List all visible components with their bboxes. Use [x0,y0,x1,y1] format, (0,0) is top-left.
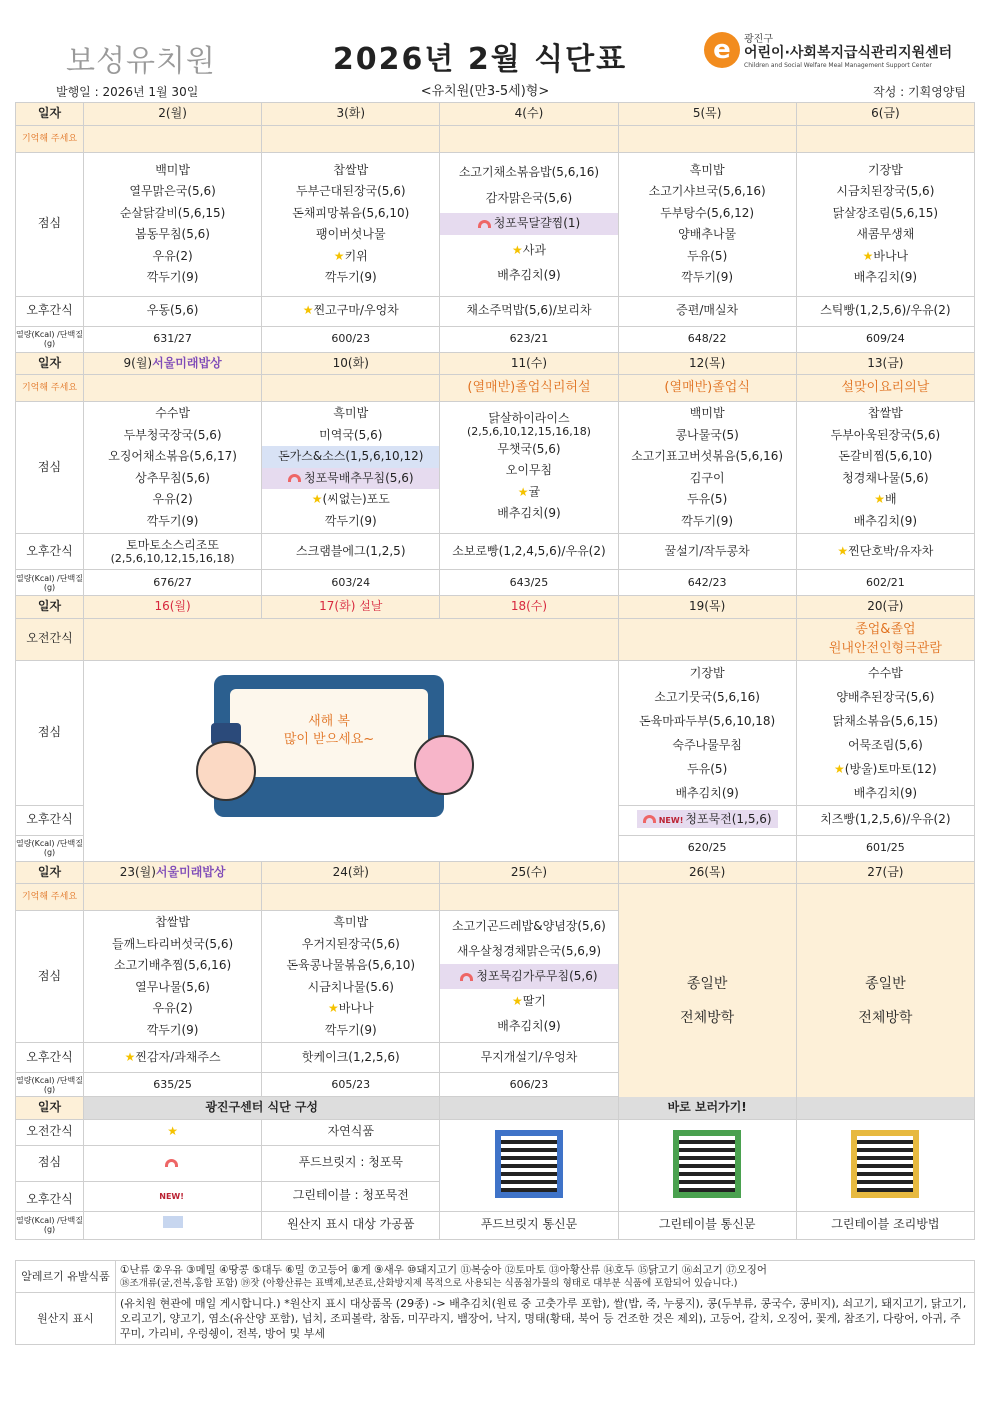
menu-item: 팽이버섯나물 [316,227,386,241]
menu-item: 돈가스&소스(1,5,6,10,12) [262,446,439,468]
menu-item: 열무나물(5,6) [135,979,210,994]
menu-item: 배 [884,492,897,506]
menu-item: 돈갈비찜(5,6,10) [838,449,933,463]
menu-item: 깍두기(9) [324,270,377,284]
menu-item: 우거지된장국(5,6) [301,936,400,951]
energy-cell: 602/21 [796,570,974,596]
week1-snack-row [16,296,975,326]
day-header: 25(수) [440,861,618,884]
event-cell: (열매반)졸업식 [618,375,796,402]
menu-item: 감자맑은국(5,6) [485,191,573,206]
allergy-text: ①난류 ②우유 ③메밀 ④땅콩 ⑤대두 ⑥밀 ⑦고등어 ⑧게 ⑨새우 ⑩돼지고기 ⑪복숭아 ⑫토마토 ⑬아황산류 ⑭호두 ⑮닭고기 ⑯쇠고기 ⑰오징어 ⑱조개류(굴,전복,홍합 포함) ⑲잣 (아황산류는 표백제,보존료,산화방지제 목적으로 사용되는 식품첨가물의 형태로 대부분 식품에 포함되어 있습니다.) [116,1261,975,1293]
menu-item: 깍두기(9) [324,1022,377,1037]
day-header: 16(월) [84,596,262,619]
day-header: 26(목) [618,861,796,884]
lunch-cell [84,402,262,534]
lunch-cell [262,152,440,296]
menu-item: 청포묵배추무침(5,6) [303,470,414,485]
lunch-cell [618,660,796,805]
qr-label: 푸드브릿지 통신문 [440,1211,618,1239]
menu-item: 바나나 [873,248,909,263]
menu-item: 소고기표고버섯볶음(5,6,16) [631,449,784,463]
center-logo [704,32,974,78]
logo-district: 광진구 [744,34,773,45]
lunch-cell [262,402,440,534]
menu-item: 소고기곤드레밥&양념장(5,6) [452,919,606,933]
menu-item: 들깨느타리버섯국(5,6) [112,936,234,951]
lunch-cell [440,152,618,296]
menu-item: 시금치나물(5.6) [307,979,394,994]
snack-label: 오후간식 [16,1043,84,1073]
legend-item: 자연식품 [262,1119,440,1145]
legend-item: 푸드브릿지 : 청포묵 [262,1145,440,1181]
qr-label: 그린테이블 조리방법 [796,1211,974,1239]
menu-item: (방울)토마토(12) [844,761,937,776]
menu-item: 깍두기(9) [146,270,199,284]
menu-item: 배추김치(9) [497,1019,561,1033]
quick-links-title: 바로 보러가기! [440,1097,975,1120]
menu-item: 흑미밥 [689,162,725,177]
week3-lunch-row [16,660,975,805]
date-label: 일자 [16,352,84,375]
menu-item: 닭살하이라이스 [488,410,570,425]
menu-item: 순살닭갈비(5,6,15) [119,205,226,220]
star-icon: ★ [328,1001,339,1015]
day-header: 3(화) [262,103,440,126]
week3-am-row [16,618,975,660]
menu-item: 기장밥 [867,162,903,177]
rainbow-icon [288,474,301,482]
lunch-label: 점심 [16,152,84,296]
menu-item: 새콤무생채 [856,227,915,241]
energy-cell: 623/21 [440,326,618,352]
menu-item: 흑미밥 [333,406,369,420]
lunch-cell [796,402,974,534]
energy-label: 열량(Kcal) /단백질(g) [16,570,84,596]
menu-item: 오징어채소볶음(5,6,17) [108,449,237,463]
energy-label: 열량(Kcal) /단백질(g) [16,1073,84,1097]
qr-code-icon[interactable] [673,1130,741,1198]
menu-item: (씨없는)포도 [322,492,390,506]
lunch-label: 점심 [16,402,84,534]
day-header: 11(수) [440,352,618,375]
snack-cell: ★찐감자/과채주스 [84,1043,262,1073]
lunch-label: 점심 [16,660,84,805]
star-icon: ★ [302,303,314,318]
week2-date-row [16,352,975,375]
snack-cell: 채소주먹밥(5,6)/보리차 [440,296,618,326]
snack-cell: 치즈빵(1,2,5,6)/우유(2) [796,805,974,835]
menu-item: 상추무침(5,6) [135,470,210,485]
origin-text: (유치원 현관에 매일 게시합니다.) *원산지 표시 대상품목 (29종) -> 배추김치(원료 중 고춧가루 포함), 쌀(밥, 죽, 누룽지), 콩(두부류, 콩국수, 콩비지), 쇠고기, 돼지고기, 닭고기, 오리고기, 양고기, 염소(유산양 포함), 넙치, 조피볼락, 참돔, 미꾸라지, 뱀장어, 낙지, 명태(황태, 북어 등 건조한 것은 제외), 고등어, 갈치, 오징어, 꽃게, 참조기, 다랑어, 아귀, 주꾸미, 가리비, 우렁쉥이, 전복, 방어 및 부세 [116,1293,975,1345]
week1-notice-row [16,125,975,152]
legend-row [16,1119,975,1145]
menu-item: 백미밥 [689,406,725,420]
processed-food-icon [163,1216,183,1228]
lunch-cell [84,152,262,296]
author: 작성 : 기획영양팀 [873,85,966,99]
event-cell: 설맞이요리의날 [796,375,974,402]
legend-title: 광진구센터 식단 구성 [84,1097,440,1120]
star-icon: ★ [333,248,345,263]
menu-item: 배추김치(9) [675,785,739,800]
lunch-cell [440,911,618,1043]
legend-row [16,1211,975,1239]
notice-label: 기억해 주세요 [16,884,84,911]
star-icon: ★ [874,492,885,506]
menu-item: 배추김치(9) [853,270,918,284]
menu-item: 소고기뭇국(5,6,16) [654,689,760,704]
qr-code-icon[interactable] [495,1130,563,1198]
menu-item: 청포묵달걀찜(1) [493,216,581,231]
week2-notice-row [16,375,975,402]
boy-character-icon [196,741,256,801]
snack-cell: 토마토소스리조또 (2,5,6,10,12,15,16,18) [84,534,262,570]
lunch-cell [618,152,796,296]
menu-item: 양배추된장국(5,6) [836,689,935,704]
menu-item: 배추김치(9) [497,506,561,520]
lunch-cell [440,402,618,534]
menu-item: 소고기배추찜(5,6,16) [114,958,232,972]
menu-item: 깍두기(9) [681,270,734,284]
lunch-cell [262,911,440,1043]
menu-item: 사과 [522,242,546,257]
week2-energy-row [16,570,975,596]
week1-energy-row [16,326,975,352]
energy-cell: 603/24 [262,570,440,596]
new-badge-icon: NEW! [658,815,684,825]
new-year-card: 새해 복 많이 받으세요~ [214,675,444,817]
menu-item: 우유(2) [152,248,193,263]
snack-cell: ★찐단호박/유자차 [796,534,974,570]
day-header: 19(목) [618,596,796,619]
day-header: 10(화) [262,352,440,375]
star-icon: ★ [517,484,529,499]
lunch-cell [796,152,974,296]
menu-item: 귤 [528,484,541,499]
star-icon: ★ [511,994,523,1008]
menu-item: 소고기샤브국(5,6,16) [648,184,766,198]
menu-item: 돈채피망볶음(5,6,10) [292,205,410,220]
menu-item: 어묵조림(5,6) [847,737,923,752]
date-label: 일자 [16,596,84,619]
issue-date: 발행일 : 2026년 1월 30일 [56,85,199,99]
menu-item: 백미밥 [155,162,190,177]
day-header: 9(월)서울미래밥상 [84,352,262,375]
menu-item: 소고기채소볶음밥(5,6,16) [458,164,600,179]
qr-label: 그린테이블 통신문 [618,1211,796,1239]
menu-item: 배추김치(9) [853,513,918,528]
day-header: 2(월) [84,103,262,126]
menu-item: 깍두기(9) [146,513,199,528]
energy-cell: 600/23 [262,326,440,352]
menu-item: 청경채나물(5,6) [842,470,929,485]
new-badge-icon: NEW! [159,1191,184,1201]
star-icon: ★ [311,492,323,506]
week1-date-row [16,103,975,126]
menu-item: 두유(5) [687,248,728,263]
day-header: 18(수) [440,596,618,619]
week4-date-row [16,861,975,884]
lunch-cell [84,911,262,1043]
energy-cell: 605/23 [262,1073,440,1097]
snack-label: 오후간식 [16,805,84,835]
menu-item: 키위 [344,248,368,263]
snack-cell: 우동(5,6) [84,296,262,326]
menu-item: 미역국(5,6) [319,427,383,442]
snack-label: 오후간식 [16,534,84,570]
qr-foodbridge[interactable] [440,1119,618,1211]
menu-item: 수수밥 [155,406,190,420]
school-name: 보성유치원 [66,44,216,79]
qr-greentable-recipe[interactable] [796,1119,974,1211]
lunch-cell [618,402,796,534]
rainbow-icon [643,815,656,823]
menu-item: 우유(2) [152,492,193,506]
menu-item: 찹쌀밥 [155,915,190,929]
legend-item: 원산지 표시 대상 가공품 [262,1211,440,1239]
logo-english: Children and Social Welfare Meal Management Support Center [744,62,932,69]
star-icon: ★ [834,761,845,776]
menu-item: 콩나물국(5) [675,427,739,442]
logo-name: 어린이·사회복지급식관리지원센터 [744,45,953,61]
menu-item: 두부청국장국(5,6) [123,427,222,442]
week4-notice-row [16,884,975,911]
menu-item: 새우살청경채맑은국(5,6,9) [456,944,602,958]
week2-snack-row [16,534,975,570]
menu-item: 두부탕수(5,6,12) [660,205,755,220]
star-icon: ★ [862,248,874,263]
energy-cell: 642/23 [618,570,796,596]
date-label: 일자 [16,861,84,884]
snack-cell: 소보로빵(1,2,4,5,6)/우유(2) [440,534,618,570]
menu-item: 열무맑은국(5,6) [129,184,216,198]
menu-table [15,102,975,1240]
notice-label: 기억해 주세요 [16,125,84,152]
menu-item: 닭살장조림(5,6,15) [832,205,939,220]
menu-item: 두부아욱된장국(5,6) [830,427,941,442]
holiday-illustration [84,660,619,861]
menu-item: 닭채소볶음(5,6,15) [832,713,939,728]
rainbow-icon [460,973,473,981]
menu-item: 두유(5) [687,492,728,506]
star-icon: ★ [511,242,523,257]
energy-cell: 631/27 [84,326,262,352]
snack-cell: 증편/매실차 [618,296,796,326]
energy-label: 열량(Kcal) /단백질(g) [16,326,84,352]
qr-greentable-letter[interactable] [618,1119,796,1211]
day-header: 17(화) 설날 [262,596,440,619]
snack-cell: 스크램블에그(1,2,5) [262,534,440,570]
am-snack-label: 오전간식 [16,618,84,660]
star-icon: ★ [124,1049,136,1064]
menu-item: 찹쌀밥 [867,406,903,420]
menu-item: 오이무침 [505,463,553,477]
menu-item: (2,5,6,10,12,15,16,18) [466,424,591,438]
energy-label: 열량(Kcal) /단백질(g) [16,835,84,861]
am-snack-label: 오전간식 [16,1119,84,1145]
menu-item: 돈육마파두부(5,6,10,18) [639,713,776,728]
event-cell: 종업&졸업 원내안전인형극관람 [796,618,974,660]
snack-cell: 무지개설기/우엉차 [440,1043,618,1073]
energy-label: 열량(Kcal) /단백질(g) [16,1211,84,1239]
menu-item: 시금치된장국(5,6) [836,184,935,198]
lunch-label: 점심 [16,1145,84,1181]
rainbow-icon [165,1159,178,1167]
menu-item: 두유(5) [687,761,728,776]
menu-item: 우유(2) [152,1001,193,1015]
menu-item: 김구이 [689,470,725,485]
week1-lunch-row [16,152,975,296]
menu-item: 돈육콩나물볶음(5,6,10) [286,958,416,972]
energy-cell: 601/25 [796,835,974,861]
origin-label: 원산지 표시 [16,1293,116,1345]
snack-cell: NEW! 청포묵전(1,5,6) [618,805,796,835]
day-header: 4(수) [440,103,618,126]
energy-cell: 606/23 [440,1073,618,1097]
energy-cell: 648/22 [618,326,796,352]
menu-item: 봄동무침(5,6) [135,227,210,241]
snack-label: 오후간식 [16,1181,84,1211]
star-icon: ★ [837,543,849,558]
menu-item: 흑미밥 [333,915,369,929]
menu-item: 수수밥 [867,665,903,680]
energy-cell: 609/24 [796,326,974,352]
menu-type: <유치원(만3-5세)형> [420,84,550,99]
day-header: 24(화) [262,861,440,884]
energy-cell: 676/27 [84,570,262,596]
allergy-label: 알레르기 유발식품 [16,1261,116,1293]
lunch-label: 점심 [16,911,84,1043]
rainbow-icon [478,220,491,228]
star-icon: ★ [167,1124,178,1139]
day-header: 13(금) [796,352,974,375]
page-title: 2026년 2월 식단표 [332,42,628,77]
energy-cell: 635/25 [84,1073,262,1097]
snack-cell: 꿀설기/작두콩차 [618,534,796,570]
menu-item: 숙주나물무침 [672,737,742,752]
menu-item: 배추김치(9) [497,267,561,282]
girl-character-icon [414,735,474,795]
qr-code-icon[interactable] [851,1130,919,1198]
snack-cell: 핫케이크(1,2,5,6) [262,1043,440,1073]
snack-cell: ★찐고구마/우엉차 [262,296,440,326]
day-header: 5(목) [618,103,796,126]
menu-item: 딸기 [522,994,546,1008]
menu-item: 청포묵김가루무침(5,6) [476,969,598,983]
closed-cell: 종일반 전체방학 [618,884,796,1120]
day-header: 6(금) [796,103,974,126]
menu-item: 찹쌀밥 [333,162,369,177]
snack-label: 오후간식 [16,296,84,326]
week3-date-row [16,596,975,619]
menu-item: 바나나 [338,1001,374,1015]
day-header: 23(월)서울미래밥상 [84,861,262,884]
allergy-table [15,1260,975,1345]
menu-item: 깍두기(9) [146,1022,199,1037]
day-header: 27(금) [796,861,974,884]
closed-cell: 종일반 전체방학 [796,884,974,1120]
snack-cell: 스틱빵(1,2,5,6)/우유(2) [796,296,974,326]
date-label: 일자 [16,1097,84,1120]
menu-item: 무챗국(5,6) [497,441,561,456]
legend-item: 그린테이블 : 청포묵전 [262,1181,440,1211]
lunch-cell [796,660,974,805]
date-label: 일자 [16,103,84,126]
logo-mark-icon: e [704,32,740,68]
event-cell: (열매반)졸업식리허설 [440,375,618,402]
week2-lunch-row [16,402,975,534]
menu-item: 깍두기(9) [324,513,377,528]
energy-cell: 643/25 [440,570,618,596]
menu-item: 기장밥 [689,665,725,680]
day-header: 20(금) [796,596,974,619]
energy-cell: 620/25 [618,835,796,861]
legend-header-row [16,1097,975,1120]
menu-item: 두부근대된장국(5,6) [295,184,406,198]
menu-item: 깍두기(9) [681,513,734,528]
day-header: 12(목) [618,352,796,375]
menu-item: 배추김치(9) [853,785,918,800]
menu-item: 양배추나물 [678,227,737,241]
notice-label: 기억해 주세요 [16,375,84,402]
